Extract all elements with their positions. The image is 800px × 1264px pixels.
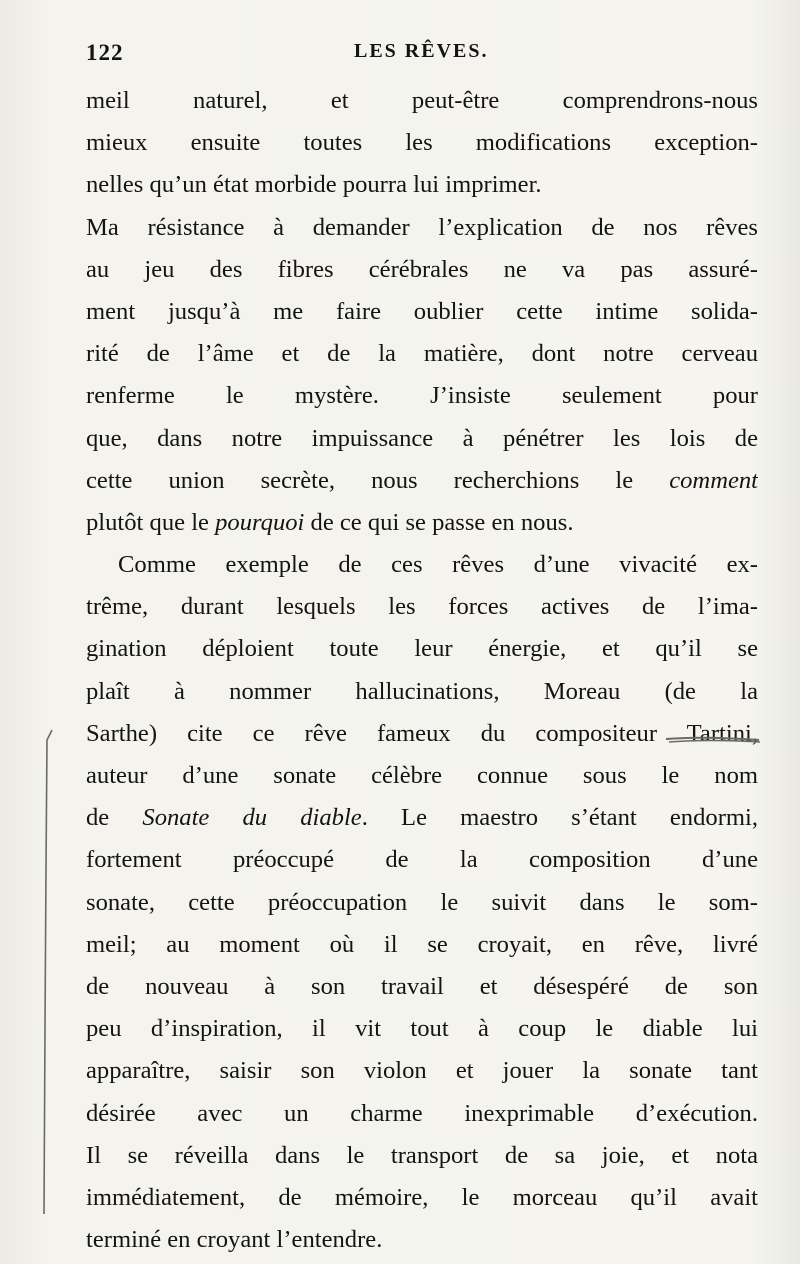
text-line: immédiatement, de mémoire, le morceau qu’il avait: [86, 1183, 758, 1211]
text-line: meil; au moment où il se croyait, en rêve, livré: [86, 930, 758, 958]
text-segment: cette union secrète, nous recherchions le: [86, 466, 670, 494]
text-line: Comme exemple de ces rêves d’une vivacité ex-: [118, 551, 758, 579]
text-line: renferme le mystère. J’insiste seulement pour: [86, 382, 758, 410]
text-line: Ma résistance à demander l’explication de nos rêves: [86, 213, 758, 241]
text-line: fortement préoccupé de la composition d’une: [86, 846, 758, 874]
text-line: auteur d’une sonate célèbre connue sous le nom: [86, 762, 758, 789]
text-line: [86, 797, 758, 839]
page-number: 122: [86, 40, 124, 65]
italic-segment: Sonate du diable: [142, 804, 362, 832]
text-line: rité de l’âme et de la matière, dont notre cerveau: [86, 340, 758, 368]
text-line: nelles qu’un état morbide pourra lui imprimer.: [86, 171, 542, 199]
text-segment: plutôt que le: [86, 508, 216, 536]
text-line: désirée avec un charme inexprimable d’exécution.: [86, 1099, 758, 1127]
text-line: ment jusqu’à me faire oublier cette intime solida-: [86, 297, 758, 325]
text-line: [86, 502, 758, 544]
text-line: plaît à nommer hallucinations, Moreau (de la: [86, 677, 758, 705]
text-segment: de ce qui se passe en nous.: [304, 508, 574, 536]
text-line: trême, durant lesquels les forces actives de l’ima-: [86, 593, 758, 621]
italic-segment: comment: [669, 466, 758, 494]
text-line: mieux ensuite toutes les modifications exception-: [86, 129, 758, 157]
text-line: sonate, cette préoccupation le suivit dans le som-: [86, 888, 758, 916]
text-line: [86, 460, 758, 502]
text-line: de nouveau à son travail et désespéré de son: [86, 972, 758, 1000]
text-line: au jeu des fibres cérébrales ne va pas assuré-: [86, 255, 758, 283]
running-title: LES RÊVES.: [354, 40, 489, 62]
body-text: [86, 80, 758, 1261]
text-line: gination déploient toute leur énergie, et qu’il se: [86, 635, 758, 663]
page-header: [86, 40, 760, 74]
text-line: Il se réveilla dans le transport de sa joie, et nota: [86, 1141, 758, 1169]
pencil-underline-mark: [664, 735, 764, 745]
text-segment: de: [86, 804, 143, 832]
italic-segment: pourquoi: [215, 508, 305, 536]
pencil-margin-line: [40, 728, 54, 1218]
text-line: Sarthe) cite ce rêve fameux du compositeur Tartini,: [86, 719, 758, 747]
text-line: terminé en croyant l’entendre.: [86, 1226, 383, 1254]
text-line: que, dans notre impuissance à pénétrer les lois de: [86, 424, 758, 452]
text-segment: . Le maestro s’étant endormi,: [361, 804, 758, 832]
text-line: meil naturel, et peut-être comprendrons-nous: [86, 87, 758, 114]
text-line: apparaître, saisir son violon et jouer la sonate tant: [86, 1057, 758, 1085]
text-line: peu d’inspiration, il vit tout à coup le diable lui: [86, 1015, 758, 1043]
